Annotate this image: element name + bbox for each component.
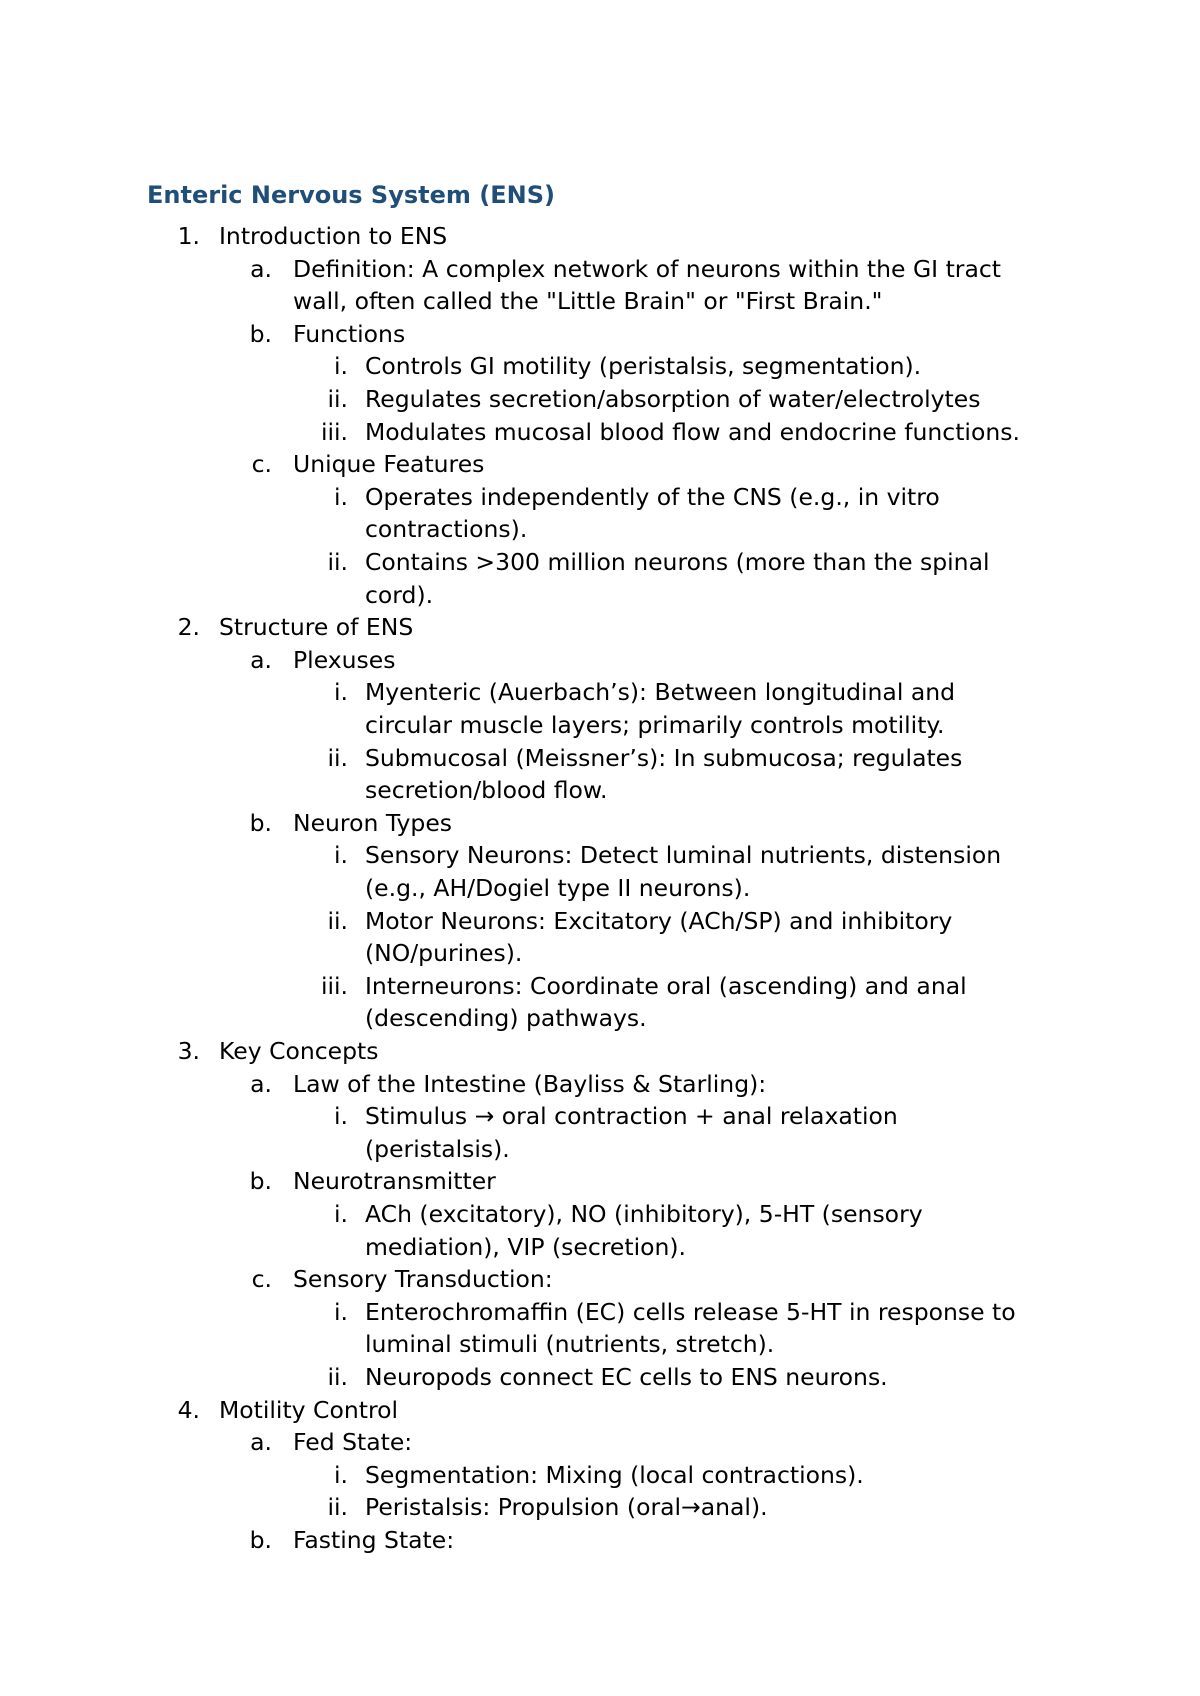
list-text: Operates independently of the CNS (e.g., in vitro <box>365 482 940 511</box>
list-text: Definition: A complex network of neurons within the GI tract <box>293 254 1001 283</box>
list-text: luminal stimuli (nutrients, stretch). <box>365 1330 775 1359</box>
list-text: ACh (excitatory), NO (inhibitory), 5-HT (sensory <box>365 1200 923 1228</box>
list-text: Motor Neurons: Excitatory (ACh/SP) and inhibitory <box>365 906 953 935</box>
list-marker: i. <box>334 841 348 870</box>
list-text: Myenteric (Auerbach’s): Between longitudinal and <box>365 678 956 707</box>
list-marker: i. <box>334 1102 348 1131</box>
list-text: Segmentation: Mixing (local contractions). <box>365 1460 864 1489</box>
list-marker: 4. <box>177 1395 200 1424</box>
list-text: mediation), VIP (secretion). <box>365 1232 687 1261</box>
list-text: (e.g., AH/Dogiel type II neurons). <box>365 874 751 902</box>
list-text: cord). <box>365 580 434 609</box>
list-text: Key Concepts <box>219 1037 379 1065</box>
list-marker: 3. <box>177 1037 200 1065</box>
list-marker: c. <box>251 450 272 479</box>
list-text: Submucosal (Meissner’s): In submucosa; regulates <box>365 743 963 772</box>
list-marker: ii. <box>327 548 348 576</box>
list-text: Fasting State: <box>293 1526 455 1554</box>
list-marker: i. <box>334 482 348 511</box>
list-text: Contains >300 million neurons (more than the spinal <box>365 548 990 576</box>
list-marker: 2. <box>177 613 200 642</box>
list-text: Introduction to ENS <box>219 222 448 250</box>
list-marker: 1. <box>177 222 200 250</box>
list-text: Interneurons: Coordinate oral (ascending) and anal <box>365 971 967 1000</box>
list-text: Neurotransmitter <box>293 1167 496 1196</box>
list-marker: iii. <box>320 971 348 1000</box>
list-text: Structure of ENS <box>219 613 414 642</box>
list-text: secretion/blood flow. <box>365 776 608 805</box>
list-text: (descending) pathways. <box>365 1004 647 1033</box>
list-text: Neuropods connect EC cells to ENS neurons. <box>365 1363 888 1391</box>
list-marker: ii. <box>327 906 348 935</box>
list-marker: b. <box>249 808 272 837</box>
list-text: Fed State: <box>293 1428 413 1457</box>
list-text: Plexuses <box>293 645 396 674</box>
list-marker: a. <box>250 1428 272 1457</box>
list-text: Peristalsis: Propulsion (oral→anal). <box>365 1493 768 1522</box>
list-text: Modulates mucosal blood flow and endocrine functions. <box>365 417 1020 446</box>
list-text: Regulates secretion/absorption of water/electrolytes <box>365 385 981 413</box>
list-marker: ii. <box>327 1493 348 1522</box>
list-marker: i. <box>334 1200 348 1228</box>
list-marker: i. <box>334 1460 348 1489</box>
list-text: (NO/purines). <box>365 939 523 968</box>
list-marker: ii. <box>327 385 348 413</box>
list-text: Sensory Transduction: <box>293 1265 553 1294</box>
list-marker: iii. <box>320 417 348 446</box>
list-marker: a. <box>250 645 272 674</box>
list-text: Functions <box>293 319 406 348</box>
list-text: Sensory Neurons: Detect luminal nutrients, distension <box>365 841 1002 870</box>
list-marker: ii. <box>327 1363 348 1391</box>
list-marker: i. <box>334 352 348 381</box>
list-marker: a. <box>250 254 272 283</box>
list-text: (peristalsis). <box>365 1134 510 1163</box>
page-title: Enteric Nervous System (ENS) <box>147 181 555 209</box>
list-marker: b. <box>249 1167 272 1196</box>
list-marker: b. <box>249 319 272 348</box>
list-text: contractions). <box>365 515 528 544</box>
list-text: circular muscle layers; primarily controls motility. <box>365 711 945 739</box>
list-marker: ii. <box>327 743 348 772</box>
list-text: Unique Features <box>293 450 485 479</box>
list-text: Controls GI motility (peristalsis, segmentation). <box>365 352 922 381</box>
list-text: wall, often called the "Little Brain" or "First Brain." <box>293 287 883 316</box>
list-text: Enterochromaffin (EC) cells release 5-HT in response to <box>365 1297 1016 1326</box>
list-text: Stimulus → oral contraction + anal relaxation <box>365 1102 898 1131</box>
list-text: Neuron Types <box>293 808 453 837</box>
list-marker: a. <box>250 1069 272 1098</box>
list-text: Motility Control <box>219 1395 398 1424</box>
list-marker: c. <box>251 1265 272 1294</box>
list-marker: b. <box>249 1526 272 1554</box>
list-marker: i. <box>334 1297 348 1326</box>
list-marker: i. <box>334 678 348 707</box>
list-text: Law of the Intestine (Bayliss & Starling): <box>293 1069 767 1098</box>
